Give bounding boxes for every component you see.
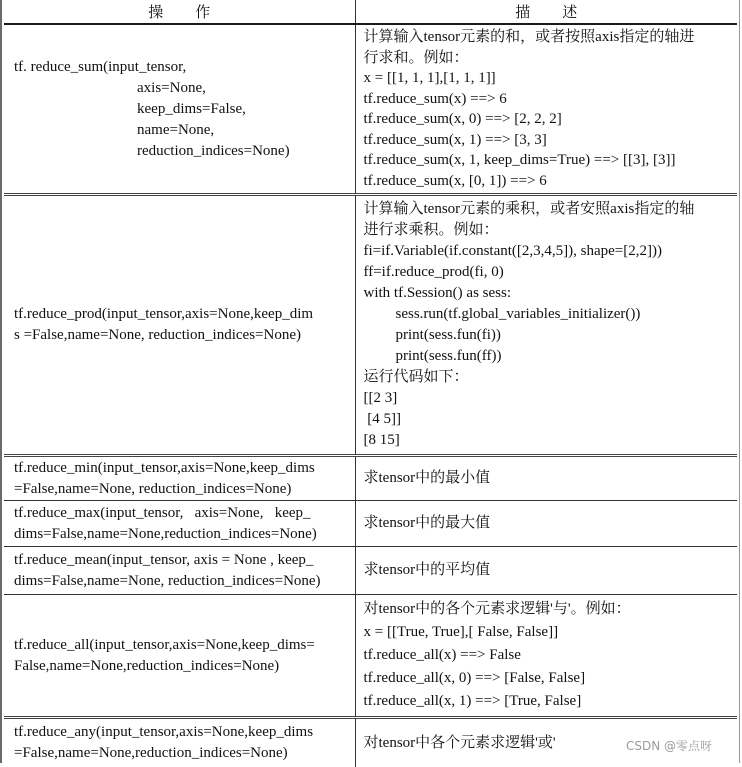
- table-row-reduce-min: [4, 456, 737, 501]
- csdn-watermark: CSDN @零点呀: [626, 737, 712, 754]
- description-cell: 计算输入tensor元素的乘积，或者安照axis指定的轴 进行求乘积。例如： fi=if.Variable(if.constant([2,3,4,5]), shape=[2,2])) ff=if.reduce_prod(fi, 0) with tf.Session() as sess: sess.run(tf.global_variables_initializer()) print(sess.fun(fi)) print(sess.fun(ff)) 运行代码如下： [[2 3] [4 5]] [8 15]: [355, 195, 737, 456]
- page-left-border: [0, 0, 2, 763]
- operation-cell: tf. reduce_sum(input_tensor, axis=None, keep_dims=False, name=None, reduction_indices=None): [4, 24, 355, 195]
- table-row-reduce-prod: [4, 195, 737, 456]
- table-header-row: [4, 0, 737, 24]
- operation-cell: tf.reduce_mean(input_tensor, axis = None , keep_ dims=False,name=None, reduction_indices=None): [4, 547, 355, 595]
- description-cell: 对tensor中各个元素求逻辑'或': [355, 718, 737, 767]
- description-cell: 对tensor中的各个元素求逻辑'与'。例如： x = [[True, True],[ False, False]] tf.reduce_all(x) ==> False tf.reduce_all(x, 0) ==> [False, False] tf.reduce_all(x, 1) ==> [True, False]: [355, 595, 737, 718]
- operation-cell: tf.reduce_all(input_tensor,axis=None,keep_dims= False,name=None,reduction_indices=None): [4, 595, 355, 718]
- description-cell: 求tensor中的最小值: [355, 456, 737, 501]
- table-row-reduce-max: [4, 501, 737, 547]
- table-row-reduce-mean: [4, 547, 737, 595]
- description-cell: 求tensor中的平均值: [355, 547, 737, 595]
- header-operation: 操 作: [4, 0, 355, 24]
- operation-cell: tf.reduce_any(input_tensor,axis=None,keep_dims =False,name=None,reduction_indices=None): [4, 718, 355, 767]
- page-right-border: [739, 0, 740, 763]
- tensor-reduce-operations-table: [4, 0, 737, 767]
- operation-cell: tf.reduce_prod(input_tensor,axis=None,keep_dim s =False,name=None, reduction_indices=None): [4, 195, 355, 456]
- table-row-reduce-sum: [4, 24, 737, 195]
- description-cell: 计算输入tensor元素的和，或者按照axis指定的轴进 行求和。例如： x = [[1, 1, 1],[1, 1, 1]] tf.reduce_sum(x) ==> 6 tf.reduce_sum(x, 0) ==> [2, 2, 2] tf.reduce_sum(x, 1) ==> [3, 3] tf.reduce_sum(x, 1, keep_dims=True) ==> [[3], [3]] tf.reduce_sum(x, [0, 1]) ==> 6: [355, 24, 737, 195]
- description-cell: 求tensor中的最大值: [355, 501, 737, 547]
- operation-cell: tf.reduce_max(input_tensor, axis=None, keep_ dims=False,name=None,reduction_indices=None): [4, 501, 355, 547]
- header-description: 描 述: [355, 0, 737, 24]
- operation-cell: tf.reduce_min(input_tensor,axis=None,keep_dims =False,name=None, reduction_indices=None): [4, 456, 355, 501]
- table-row-reduce-all: [4, 595, 737, 718]
